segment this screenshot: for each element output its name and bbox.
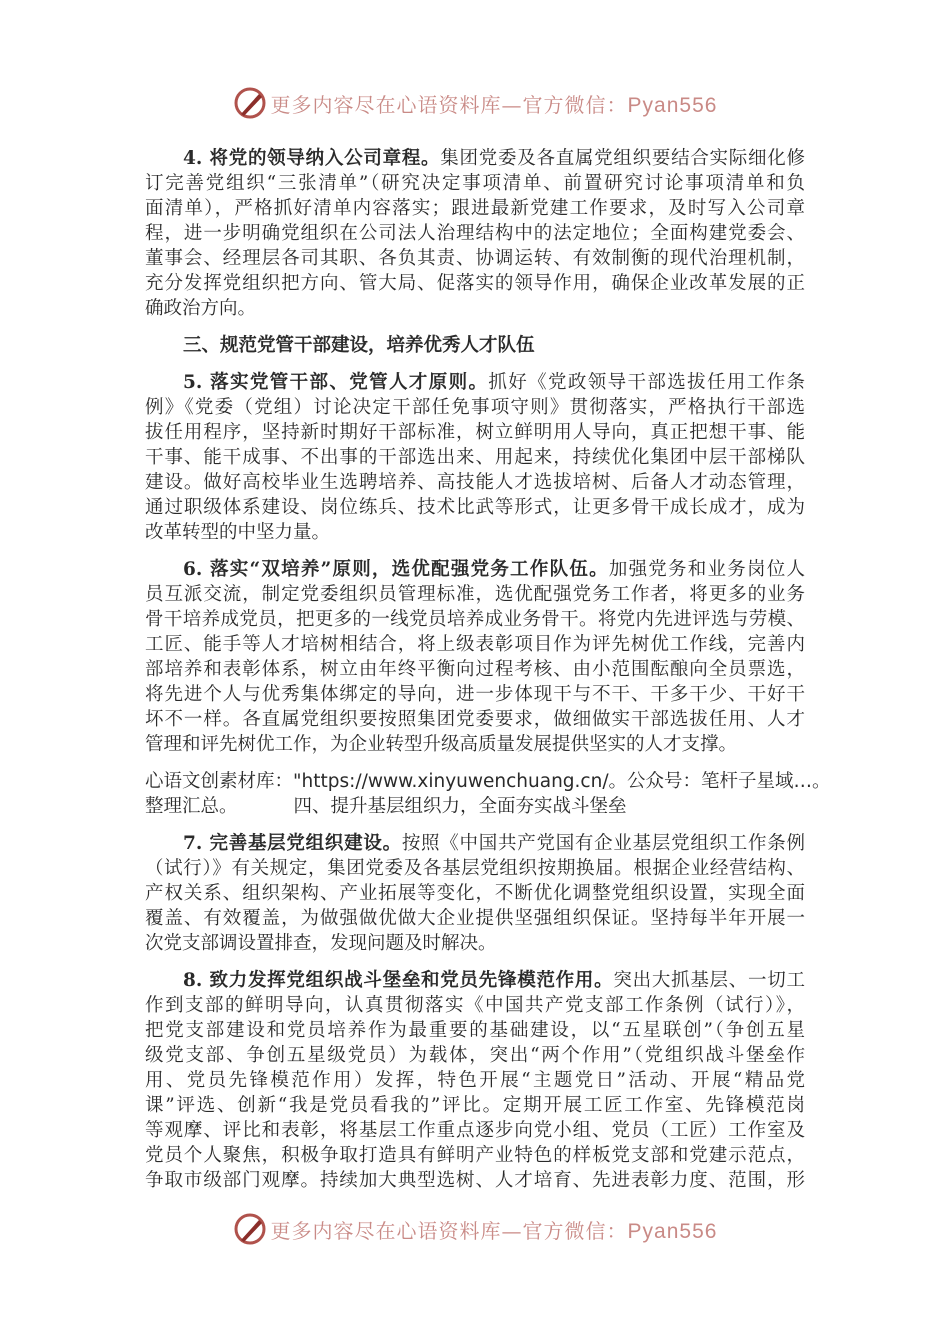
line-text: 干事、能干成事、不出事的干部选出来、用起来，持续优化集团中层干部梯队 (145, 447, 805, 468)
text-line (145, 221, 805, 246)
source-line (145, 794, 805, 819)
line-text: 确政治方向。 (145, 298, 257, 319)
line-text: 坏不一样。各直属党组织要按照集团党委要求，做细做实干部选拔任用、人才 (145, 709, 805, 730)
line-text: 把党支部建设和党员培养作为最重要的基础建设，以“五星联创”（争创五星 (145, 1020, 805, 1041)
paragraph (145, 146, 805, 321)
document-body (145, 146, 831, 1205)
line-text: 用、党员先锋模范作用）发挥，特色开展“主题党日”活动、开展“精品党 (145, 1070, 805, 1091)
text-line (145, 495, 805, 520)
header-watermark (0, 86, 950, 120)
line-text: 课”评选、创新“我是党员看我的”评比。定期开展工匠工作室、先锋模范岗 (145, 1095, 805, 1116)
line-text: 骨干培养成党员，把更多的一线党员培养成业务骨干。将党内先进评选与劳模、 (145, 609, 805, 630)
paragraph-lead: 5. 落实党管干部、党管人才原则。 (183, 372, 489, 393)
line-text: 突出大抓基层、一切工 (613, 970, 805, 991)
line-text: 程，进一步明确党组织在公司法人治理结构中的法定地位；全面构建党委会、 (145, 223, 805, 244)
text-line (145, 931, 805, 956)
line-text: 将先进个人与优秀集体绑定的导向，进一步体现干与不干、干多干少、干好干 (145, 684, 805, 705)
line-text: 充分发挥党组织把方向、管大局、促落实的领导作用，确保企业改革发展的正 (145, 273, 805, 294)
line-text: 覆盖、有效覆盖，为做强做优做大企业提供坚强组织保证。坚持每半年开展一 (145, 908, 805, 929)
line-text: 员互派交流，制定党委组织员管理标准，选优配强党务工作者，将更多的业务 (145, 584, 805, 605)
paragraph (145, 333, 805, 358)
text-line (145, 395, 805, 420)
watermark-text: 更多内容尽在心语资料库—官方微信：Pyan556 (270, 1218, 718, 1243)
paragraph (145, 370, 805, 545)
line-text: 部培养和表彰体系，树立由年终平衡向过程考核、由小范围酝酿向全员票选， (145, 659, 805, 680)
text-line (145, 470, 805, 495)
line-text: 面清单），严格抓好清单内容落实；跟进最新党建工作要求，及时写入公司章 (145, 198, 805, 219)
watermark-text: 更多内容尽在心语资料库—官方微信：Pyan556 (270, 92, 718, 117)
line-text: 管理和评先树优工作，为企业转型升级高质量发展提供坚实的人才支撑。 (145, 734, 738, 755)
source-note: 整理汇总。 (145, 796, 238, 817)
text-line (145, 520, 805, 545)
line-text: 例》《党委（党组）讨论决定干部任免事项守则》贯彻落实，严格执行干部选 (145, 397, 805, 418)
text-line (145, 1043, 805, 1068)
footer-watermark (0, 1212, 950, 1246)
pen-logo-icon (233, 86, 267, 120)
text-line (145, 657, 805, 682)
line-text: 按照《中国共产党国有企业基层党组织工作条例 (401, 833, 805, 854)
line-text: 争取市级部门观摩。持续加大典型选树、人才培育、先进表彰力度、范围，形 (145, 1170, 805, 1191)
line-text: 订完善党组织“三张清单”（研究决定事项清单、前置研究讨论事项清单和负 (145, 173, 805, 194)
text-line (145, 607, 805, 632)
line-text: 通过职级体系建设、岗位练兵、技术比武等形式，让更多骨干成长成才，成为 (145, 497, 805, 518)
text-line (145, 968, 805, 993)
line-text: 级党支部、争创五星级党员）为载体，突出“两个作用”（党组织战斗堡垒作 (145, 1045, 805, 1066)
text-line (145, 445, 805, 470)
line-text: （试行）》有关规定，集团党委及各基层党组织按期换届。根据企业经营结构、 (145, 858, 805, 879)
source-line: 心语文创素材库："https://www.xinyuwenchuang.cn/。公众号：笔杆子星域…。 (145, 771, 831, 792)
text-line (145, 732, 805, 757)
text-line (145, 246, 805, 271)
text-line (145, 582, 805, 607)
pen-logo-icon (233, 1212, 267, 1246)
line-text: 加强党务和业务岗位人 (608, 559, 805, 580)
paragraph (145, 968, 805, 1193)
line-text: 次党支部调设置排查，发现问题及时解决。 (145, 933, 497, 954)
line-text: 作到支部的鲜明导向，认真贯彻落实《中国共产党支部工作条例（试行）》， (145, 995, 805, 1016)
text-line (145, 1068, 805, 1093)
text-line (145, 171, 805, 196)
section-heading: 四、提升基层组织力，全面夯实战斗堡垒 (293, 796, 627, 817)
section-heading: 三、规范党管干部建设，培养优秀人才队伍 (183, 335, 535, 356)
text-line (145, 1118, 805, 1143)
text-line (145, 993, 805, 1018)
paragraph-lead: 8. 致力发挥党组织战斗堡垒和党员先锋模范作用。 (183, 970, 614, 991)
text-line (145, 856, 805, 881)
text-line (145, 1168, 805, 1193)
line-text: 建设。做好高校毕业生选聘培养、高技能人才选拔培树、后备人才动态管理， (145, 472, 805, 493)
text-line (145, 831, 805, 856)
line-text: 改革转型的中坚力量。 (145, 522, 331, 543)
line-text: 党员个人聚焦，积极争取打造具有鲜明产业特色的样板党支部和党建示范点， (145, 1145, 805, 1166)
line-text: 等观摩、评比和表彰，将基层工作重点逐步向党小组、党员（工匠）工作室及 (145, 1120, 805, 1141)
line-text: 抓好《党政领导干部选拔任用工作条 (488, 372, 805, 393)
text-line (145, 146, 805, 171)
text-line (145, 682, 805, 707)
line-text: 产权关系、组织架构、产业拓展等变化，不断优化调整党组织设置，实现全面 (145, 883, 805, 904)
text-line (145, 707, 805, 732)
text-line (145, 196, 805, 221)
text-line (145, 420, 805, 445)
text-line (145, 906, 805, 931)
line-text: 工匠、能手等人才培树相结合，将上级表彰项目作为评先树优工作线，完善内 (145, 634, 805, 655)
line-text: 拔任用程序，坚持新时期好干部标准，树立鲜明用人导向，真正把想干事、能 (145, 422, 805, 443)
paragraph (145, 557, 805, 757)
paragraph (145, 769, 831, 819)
text-line (145, 557, 805, 582)
text-line (145, 1143, 805, 1168)
paragraph (145, 831, 805, 956)
text-line (145, 1018, 805, 1043)
line-text: 董事会、经理层各司其职、各负其责、协调运转、有效制衡的现代治理机制， (145, 248, 805, 269)
line-text: 集团党委及各直属党组织要结合实际细化修 (440, 148, 805, 169)
paragraph-lead: 7. 完善基层党组织建设。 (183, 833, 402, 854)
paragraph-lead: 4. 将党的领导纳入公司章程。 (183, 148, 441, 169)
text-line (145, 881, 805, 906)
text-line (145, 271, 805, 296)
text-line (145, 632, 805, 657)
text-line (145, 296, 805, 321)
paragraph-lead: 6. 落实“双培养”原则，选优配强党务工作队伍。 (183, 559, 609, 580)
text-line (145, 1093, 805, 1118)
text-line (145, 370, 805, 395)
